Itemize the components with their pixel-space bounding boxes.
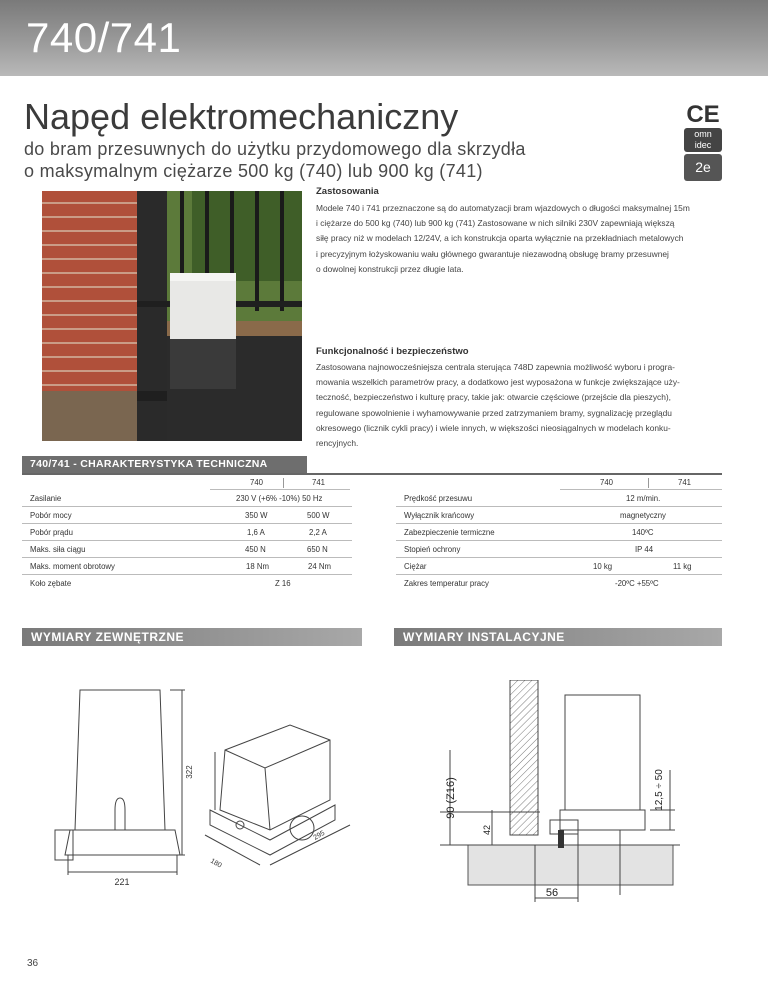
spec-divider [22, 557, 352, 558]
applications-line: i ciężarze do 500 kg (740) lub 900 kg (741) Zastosowane w nich silniki 230V zapewniają większą [316, 218, 675, 229]
functionality-line: rencyjnych. [316, 438, 359, 449]
spec-label: Zasilanie [30, 494, 62, 503]
spec-divider [396, 557, 722, 558]
spec-label: Maks. moment obrotowy [30, 562, 115, 571]
specs-title-bar [22, 456, 722, 475]
spec-label: Prędkość przesuwu [404, 494, 473, 503]
functionality-line: teczność, bezpieczeństwo i kulturę pracy, takie jak: otwarcie częściowe (przejście dla pieszych), [316, 392, 671, 403]
spec-label: Pobór prądu [30, 528, 73, 537]
spec-label: Zakres temperatur pracy [404, 579, 489, 588]
ce-mark-icon: CE [686, 101, 720, 128]
spec-label: Wyłącznik krańcowy [404, 511, 475, 520]
spec-col-740-right: 740 [600, 478, 614, 487]
spec-value: 650 N [307, 545, 328, 554]
omnidec-line-2: idec [694, 140, 712, 150]
spec-value: Z 16 [275, 579, 291, 588]
external-dimensions-title: WYMIARY ZEWNĘTRZNE [22, 628, 362, 646]
page-number: 36 [27, 958, 39, 969]
dim-offset-label: 42 [482, 824, 492, 836]
functionality-line: Zastosowana najnowocześniejsza centrala sterująca 748D zapewnia możliwość wyboru i progra- [316, 362, 675, 372]
spec-label: Maks. siła ciągu [30, 545, 86, 554]
spec-value: IP 44 [635, 545, 654, 554]
subtitle-line-1: do bram przesuwnych do użytku przydomowego dla skrzydła [24, 139, 526, 159]
functionality-line: mowania wszelkich parametrów pracy, a dodatkowo jest wyposażona w funkcje zwiększające uży- [316, 377, 680, 388]
spec-col-741-right: 741 [678, 478, 692, 487]
spec-value: 18 Nm [246, 562, 269, 571]
subtitle-line-2: o maksymalnym ciężarze 500 kg (740) lub 900 kg (741) [24, 161, 483, 181]
spec-label: Pobór mocy [30, 511, 72, 520]
spec-value: 500 W [307, 511, 330, 520]
spec-value: 2,2 A [309, 528, 327, 537]
installation-dimensions-title: WYMIARY INSTALACYJNE [394, 628, 722, 646]
spec-divider [648, 478, 649, 488]
spec-label: Stopień ochrony [404, 545, 461, 554]
specs-title: 740/741 - CHARAKTERYSTYKA TECHNICZNA [22, 456, 307, 473]
spec-divider [22, 540, 352, 541]
spec-divider [22, 523, 352, 524]
applications-heading: Zastosowania [316, 186, 379, 197]
spec-divider [283, 478, 284, 488]
functionality-line: okresowego (licznik cykli pracy) i wiele innych, w większości nieosiągalnych w modelach konku- [316, 422, 671, 433]
model-number: 740/741 [26, 14, 182, 61]
spec-divider [210, 489, 350, 490]
omnidec-logo [684, 128, 722, 152]
spec-value: 12 m/min. [626, 494, 661, 503]
spec-col-741-left: 741 [312, 478, 326, 487]
spec-divider [22, 574, 352, 575]
external-dimensions-drawing [30, 680, 370, 910]
dim-length-label: 295 [312, 829, 327, 842]
applications-line: Modele 740 i 741 przeznaczone są do automatyzacji bram wjazdowych o długości maksymalnej 15m [316, 203, 690, 213]
spec-value: 1,6 A [247, 528, 265, 537]
spec-divider [396, 506, 722, 507]
dim-height-label: 322 [185, 765, 194, 779]
applications-text [316, 201, 724, 277]
spec-value: 10 kg [593, 562, 613, 571]
dim-depth-label: 180 [209, 857, 223, 870]
functionality-line: regulowane spowolnienie i wyhamowywanie przed zatrzymaniem bramy, sygnalizację przeglądu [316, 407, 672, 418]
installation-dimensions-drawing [440, 680, 700, 915]
spec-label: Zabezpieczenie termiczne [404, 528, 495, 537]
applications-line: siłę pracy niż w modelach 12/24V, a ich konstrukcja oparta wyłącznie na przekładniach metalowych [316, 233, 684, 244]
spec-value: magnetyczny [620, 511, 666, 520]
spec-value: -20ºC +55ºC [615, 579, 659, 588]
product-photo [42, 191, 302, 441]
spec-value: 230 V (+6% -10%) 50 Hz [236, 494, 323, 503]
functionality-text [316, 360, 724, 451]
page-subtitle [24, 138, 526, 182]
spec-value: 11 kg [673, 562, 692, 571]
functionality-heading: Funkcjonalność i bezpieczeństwo [316, 346, 469, 357]
spec-value: 24 Nm [308, 562, 331, 571]
spec-label: Ciężar [404, 562, 427, 571]
spec-divider [22, 506, 352, 507]
spec-divider [560, 489, 722, 490]
applications-line: o dowolnej konstrukcji przez długie lata. [316, 263, 464, 274]
spec-value: 140ºC [632, 528, 654, 537]
dim-width-label: 221 [114, 877, 130, 887]
dim-gear-height-label: 90 (Z16) [445, 777, 457, 819]
spec-divider [396, 574, 722, 575]
spec-value: 450 N [245, 545, 266, 554]
spec-divider [396, 540, 722, 541]
dim-adjust-label: 12,5 ÷ 50 [654, 769, 665, 811]
page-title: Napęd elektromechaniczny [24, 96, 459, 137]
header-banner [0, 0, 768, 76]
two-year-warranty-logo: 2e [684, 154, 722, 181]
dim-distance-label: 56 [545, 887, 559, 899]
spec-divider [396, 523, 722, 524]
spec-value: 350 W [245, 511, 268, 520]
spec-col-740-left: 740 [250, 478, 264, 487]
applications-line: i precyzyjnym łożyskowaniu wału głównego gwarantuje niezawodną obsługę bramy przesuwnej [316, 248, 669, 259]
spec-label: Koło zębate [30, 579, 72, 588]
omnidec-line-1: omn [694, 129, 712, 139]
